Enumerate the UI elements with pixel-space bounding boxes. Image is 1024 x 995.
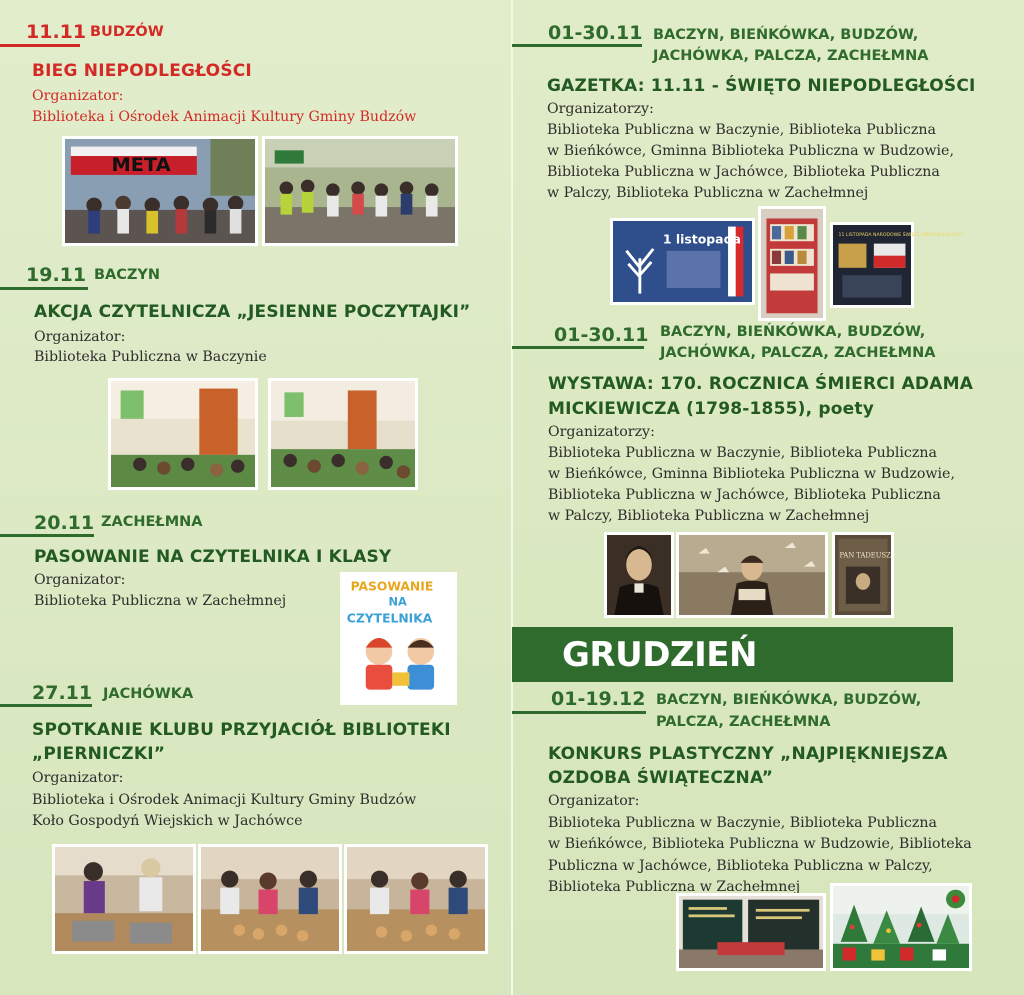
organizers-line-1: Biblioteka Publiczna w Baczynie, Biblioteka Publiczna bbox=[548, 445, 937, 461]
organizer-name: Biblioteka Publiczna w Baczynie bbox=[34, 349, 267, 365]
event-place: BUDZÓW bbox=[90, 24, 164, 40]
date-underline bbox=[0, 704, 92, 707]
date-underline bbox=[0, 534, 94, 537]
photo-race-start bbox=[262, 136, 458, 246]
organizer-label: Organizator: bbox=[32, 88, 124, 104]
event-place: JACHÓWKA bbox=[103, 686, 194, 702]
photo-christmas-board bbox=[676, 893, 826, 971]
date-underline bbox=[512, 44, 642, 47]
organizers-line-4: w Palczy, Biblioteka Publiczna w Zachełmnej bbox=[547, 185, 869, 201]
organizer-label: Organizator: bbox=[34, 572, 126, 588]
event-title-line-1: WYSTAWA: 170. ROCZNICA ŚMIERCI ADAMA bbox=[548, 374, 974, 394]
photo-christmas-decorations bbox=[830, 883, 972, 971]
date-underline bbox=[0, 287, 88, 290]
photo-board-november bbox=[610, 218, 755, 305]
organizer-label: Organizator: bbox=[34, 329, 126, 345]
organizers-label: Organizatorzy: bbox=[547, 101, 654, 117]
organizers-line-1: Biblioteka Publiczna w Baczynie, Biblioteka Publiczna bbox=[548, 815, 937, 831]
photo-pan-tadeusz-book bbox=[832, 532, 894, 618]
event-date: 20.11 bbox=[34, 512, 95, 534]
page-fold bbox=[511, 0, 513, 995]
event-title-line-1: SPOTKANIE KLUBU PRZYJACIÓŁ BIBLIOTEKI bbox=[32, 720, 451, 740]
event-title: GAZETKA: 11.11 - ŚWIĘTO NIEPODLEGŁOŚCI bbox=[547, 76, 976, 96]
organizers-line-2: w Bieńkówce, Gminna Biblioteka Publiczna w Budzowie, bbox=[547, 143, 954, 159]
book-cover-title: PAN TADEUSZ bbox=[839, 551, 891, 560]
event-places-1: BACZYN, BIEŃKÓWKA, BUDZÓW, bbox=[653, 27, 919, 43]
event-date: 01-30.11 bbox=[554, 324, 649, 346]
event-place: ZACHEŁMNA bbox=[101, 514, 203, 530]
photo-gingerbread-2 bbox=[198, 844, 342, 954]
event-places-1: BACZYN, BIEŃKÓWKA, BUDZÓW, bbox=[660, 324, 926, 340]
photo-gingerbread-1 bbox=[52, 844, 196, 954]
photo-book-display bbox=[758, 206, 826, 321]
organizers-line-3: Biblioteka Publiczna w Jachówce, Biblioteka Publiczna bbox=[548, 487, 941, 503]
poster-caption: 1 listopada bbox=[662, 232, 741, 247]
organizers-line-2: w Bieńkówce, Gminna Biblioteka Publiczna w Budzowie, bbox=[548, 466, 955, 482]
organizer-label: Organizator: bbox=[32, 770, 124, 786]
event-places-2: JACHÓWKA, PALCZA, ZACHEŁMNA bbox=[653, 48, 929, 64]
reader-initiation-badge bbox=[340, 572, 457, 705]
organizers-label: Organizatorzy: bbox=[548, 424, 655, 440]
organizers-line-3: Biblioteka Publiczna w Jachówce, Biblioteka Publiczna bbox=[547, 164, 940, 180]
date-underline bbox=[512, 711, 646, 714]
photo-independence-poster bbox=[830, 222, 963, 308]
photo-mickiewicz-portrait bbox=[604, 532, 674, 618]
organizers-line-3: Publiczna w Jachówce, Biblioteka Publiczna w Palczy, bbox=[548, 858, 933, 874]
photo-reading-action-2 bbox=[268, 378, 418, 490]
date-underline bbox=[512, 346, 644, 349]
meta-sign: META bbox=[111, 153, 171, 177]
event-places-2: JACHÓWKA, PALCZA, ZACHEŁMNA bbox=[660, 345, 936, 361]
event-title-line-2: „PIERNICZKI” bbox=[32, 744, 166, 764]
photo-gingerbread-3 bbox=[344, 844, 488, 954]
badge-line-3: CZYTELNIKA bbox=[346, 611, 433, 626]
event-date: 01-19.12 bbox=[551, 688, 646, 710]
event-title-line-1: KONKURS PLASTYCZNY „NAJPIĘKNIEJSZA bbox=[548, 744, 948, 764]
event-title: AKCJA CZYTELNICZA „JESIENNE POCZYTAJKI” bbox=[34, 302, 471, 322]
photo-mickiewicz-illustration bbox=[676, 532, 828, 618]
badge-line-2: NA bbox=[388, 594, 407, 609]
event-title-line-2: MICKIEWICZA (1798-1855), poety bbox=[548, 399, 874, 419]
event-places-1: BACZYN, BIEŃKÓWKA, BUDZÓW, bbox=[656, 692, 922, 708]
organizer-label: Organizator: bbox=[548, 793, 640, 809]
event-date: 11.11 bbox=[26, 21, 87, 43]
organizer-name: Biblioteka i Ośrodek Animacji Kultury Gminy Budzów bbox=[32, 109, 417, 125]
event-places-2: PALCZA, ZACHEŁMNA bbox=[656, 714, 831, 730]
photo-race-finish bbox=[62, 136, 258, 246]
organizers-line-4: w Palczy, Biblioteka Publiczna w Zachełmnej bbox=[548, 508, 870, 524]
event-date: 19.11 bbox=[26, 264, 87, 286]
event-title-line-2: OZDOBA ŚWIĄTECZNA” bbox=[548, 768, 774, 788]
badge-line-1: PASOWANIE bbox=[350, 579, 434, 594]
date-underline bbox=[0, 44, 80, 47]
poster-title: 11 LISTOPADA NARODOWE ŚWIĘTO NIEPODLEGŁOŚCI bbox=[838, 233, 963, 239]
organizers-line-1: Biblioteka Publiczna w Baczynie, Biblioteka Publiczna bbox=[547, 122, 936, 138]
organizers-line-4: Biblioteka Publiczna w Zachełmnej bbox=[548, 879, 801, 895]
event-title: BIEG NIEPODLEGŁOŚCI bbox=[32, 61, 252, 81]
organizer-name-1: Biblioteka i Ośrodek Animacji Kultury Gminy Budzów bbox=[32, 792, 417, 808]
month-title: GRUDZIEŃ bbox=[562, 635, 757, 675]
event-title: PASOWANIE NA CZYTELNIKA I KLASY bbox=[34, 547, 392, 567]
event-date: 27.11 bbox=[32, 682, 93, 704]
organizer-name-2: Koło Gospodyń Wiejskich w Jachówce bbox=[32, 813, 303, 829]
organizer-name: Biblioteka Publiczna w Zachełmnej bbox=[34, 593, 287, 609]
event-date: 01-30.11 bbox=[548, 22, 643, 44]
month-banner bbox=[512, 627, 953, 682]
event-place: BACZYN bbox=[94, 267, 161, 283]
photo-reading-action-1 bbox=[108, 378, 258, 490]
organizers-line-2: w Bieńkówce, Biblioteka Publiczna w Budzowie, Biblioteka bbox=[548, 836, 972, 852]
